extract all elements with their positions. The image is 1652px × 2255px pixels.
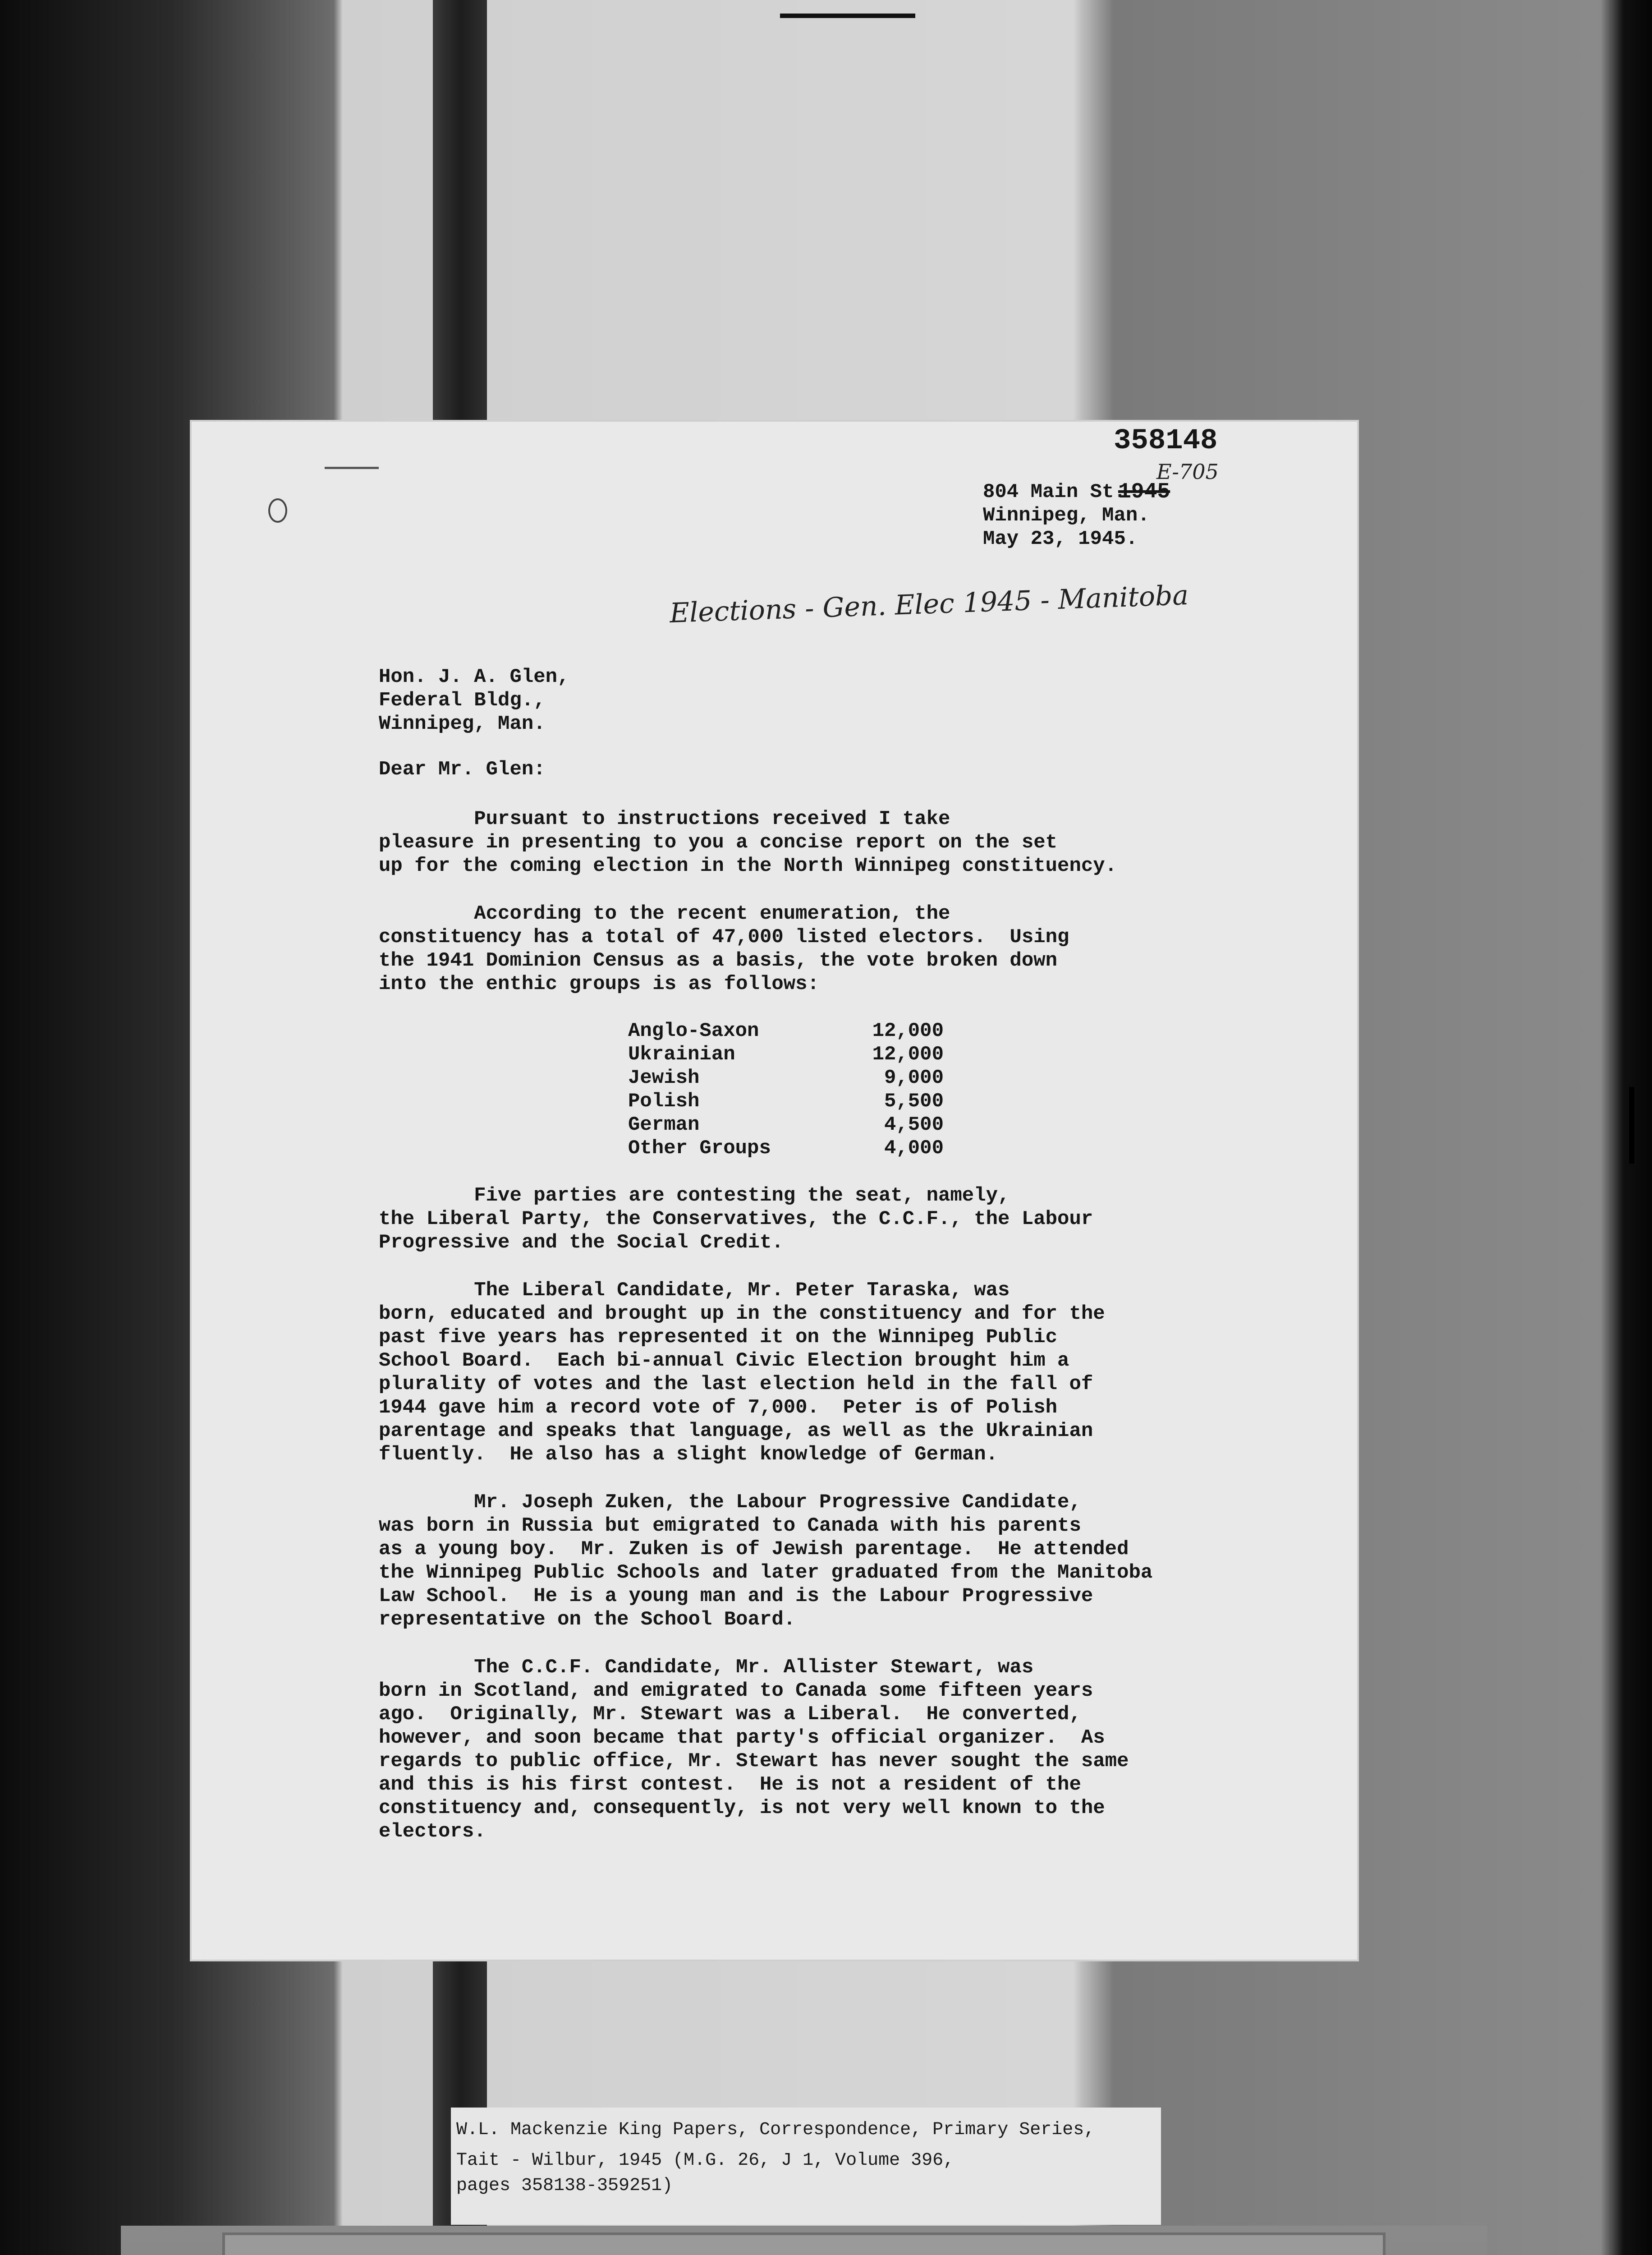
paragraph-line: Five parties are contesting the seat, namely, [379, 1184, 1010, 1207]
group-name: Other Groups [628, 1137, 771, 1160]
paragraph-line: born, educated and brought up in the constituency and for the [379, 1302, 1105, 1325]
table-row [628, 1066, 944, 1090]
paragraph-line: Progressive and the Social Credit. [379, 1231, 784, 1254]
paragraph-line: fluently. He also has a slight knowledge of German. [379, 1443, 998, 1466]
pencil-dash [325, 467, 379, 469]
punch-hole [268, 498, 287, 523]
reference-line: W.L. Mackenzie King Papers, Correspondence, Primary Series, [456, 2120, 1095, 2140]
paragraph-line: The Liberal Candidate, Mr. Peter Taraska, was [379, 1279, 1010, 1302]
paragraph-line: electors. [379, 1820, 486, 1843]
recipient-building: Federal Bldg., [379, 689, 546, 712]
recipient-name: Hon. J. A. Glen, [379, 666, 569, 688]
paragraph-line: constituency and, consequently, is not very well known to the [379, 1797, 1105, 1819]
paragraph-line: parentage and speaks that language, as well as the Ukrainian [379, 1420, 1093, 1442]
archive-plaque [222, 2232, 1386, 2255]
reference-line: pages 358138-359251) [456, 2176, 673, 2196]
paragraph-line: According to the recent enumeration, the [379, 902, 950, 925]
frame-edge-mark [1629, 1087, 1634, 1164]
paragraph-line: School Board. Each bi-annual Civic Election brought him a [379, 1349, 1069, 1372]
table-row [628, 1043, 944, 1066]
table-row [628, 1090, 944, 1113]
paragraph-line: representative on the School Board. [379, 1608, 796, 1631]
handwritten-reference: E-705 [1156, 460, 1219, 484]
table-row [628, 1137, 944, 1160]
reference-line: Tait - Wilbur, 1945 (M.G. 26, J 1, Volume 396, [456, 2150, 954, 2171]
letter-page [192, 422, 1357, 1960]
recipient-city: Winnipeg, Man. [379, 713, 546, 735]
paragraph-line: Law School. He is a young man and is the Labour Progressive [379, 1585, 1093, 1607]
paragraph-line: as a young boy. Mr. Zuken is of Jewish parentage. He attended [379, 1538, 1129, 1560]
handwritten-file-note: Elections - Gen. Elec 1945 - Manitoba [669, 579, 1189, 630]
group-count: 12,000 [872, 1020, 944, 1042]
group-name: Anglo-Saxon [628, 1020, 759, 1042]
paragraph-line: pleasure in presenting to you a concise report on the set [379, 831, 1058, 854]
paragraph-line: Pursuant to instructions received I take [379, 808, 950, 830]
group-count: 5,500 [884, 1090, 944, 1113]
sender-address-street: 804 Main St. [983, 481, 1126, 503]
archive-plaque-frame [121, 2226, 1487, 2255]
paragraph-line: Mr. Joseph Zuken, the Labour Progressive Candidate, [379, 1491, 1081, 1514]
paragraph-line: ago. Originally, Mr. Stewart was a Liberal. He converted, [379, 1703, 1081, 1726]
salutation: Dear Mr. Glen: [379, 758, 546, 781]
frame-tick-mark [780, 14, 915, 18]
stamped-reference: 1945 [1118, 480, 1170, 504]
paragraph-line: however, and soon became that party's official organizer. As [379, 1726, 1105, 1749]
paragraph-line: past five years has represented it on the Winnipeg Public [379, 1326, 1058, 1348]
paragraph-line: the 1941 Dominion Census as a basis, the vote broken down [379, 949, 1058, 972]
group-name: Polish [628, 1090, 700, 1113]
paragraph-line: was born in Russia but emigrated to Canada with his parents [379, 1514, 1081, 1537]
paragraph-line: constituency has a total of 47,000 listed electors. Using [379, 926, 1069, 948]
archive-reference-card [451, 2108, 1161, 2225]
paragraph-line: regards to public office, Mr. Stewart has never sought the same [379, 1750, 1129, 1772]
group-count: 4,000 [884, 1137, 944, 1160]
group-count: 12,000 [872, 1043, 944, 1066]
paragraph-line: up for the coming election in the North Winnipeg constituency. [379, 855, 1117, 877]
table-row [628, 1113, 944, 1137]
paragraph-line: The C.C.F. Candidate, Mr. Allister Stewart, was [379, 1656, 1034, 1679]
group-count: 9,000 [884, 1067, 944, 1089]
paragraph-line: 1944 gave him a record vote of 7,000. Peter is of Polish [379, 1396, 1058, 1419]
group-count: 4,500 [884, 1114, 944, 1136]
letter-date: May 23, 1945. [983, 528, 1138, 550]
paragraph-line: into the enthic groups is as follows: [379, 973, 819, 995]
group-name: German [628, 1114, 700, 1136]
document-number: 358148 [1114, 425, 1218, 457]
paragraph-line: born in Scotland, and emigrated to Canada some fifteen years [379, 1680, 1093, 1702]
group-name: Ukrainian [628, 1043, 735, 1066]
paragraph-line: and this is his first contest. He is not a resident of the [379, 1773, 1081, 1796]
paragraph-line: plurality of votes and the last election held in the fall of [379, 1373, 1093, 1395]
ethnic-groups-table [628, 1019, 944, 1160]
paragraph-line: the Liberal Party, the Conservatives, the C.C.F., the Labour [379, 1208, 1093, 1230]
paragraph-line: the Winnipeg Public Schools and later graduated from the Manitoba [379, 1561, 1153, 1584]
table-row [628, 1019, 944, 1043]
sender-address-city: Winnipeg, Man. [983, 504, 1150, 527]
group-name: Jewish [628, 1067, 700, 1089]
